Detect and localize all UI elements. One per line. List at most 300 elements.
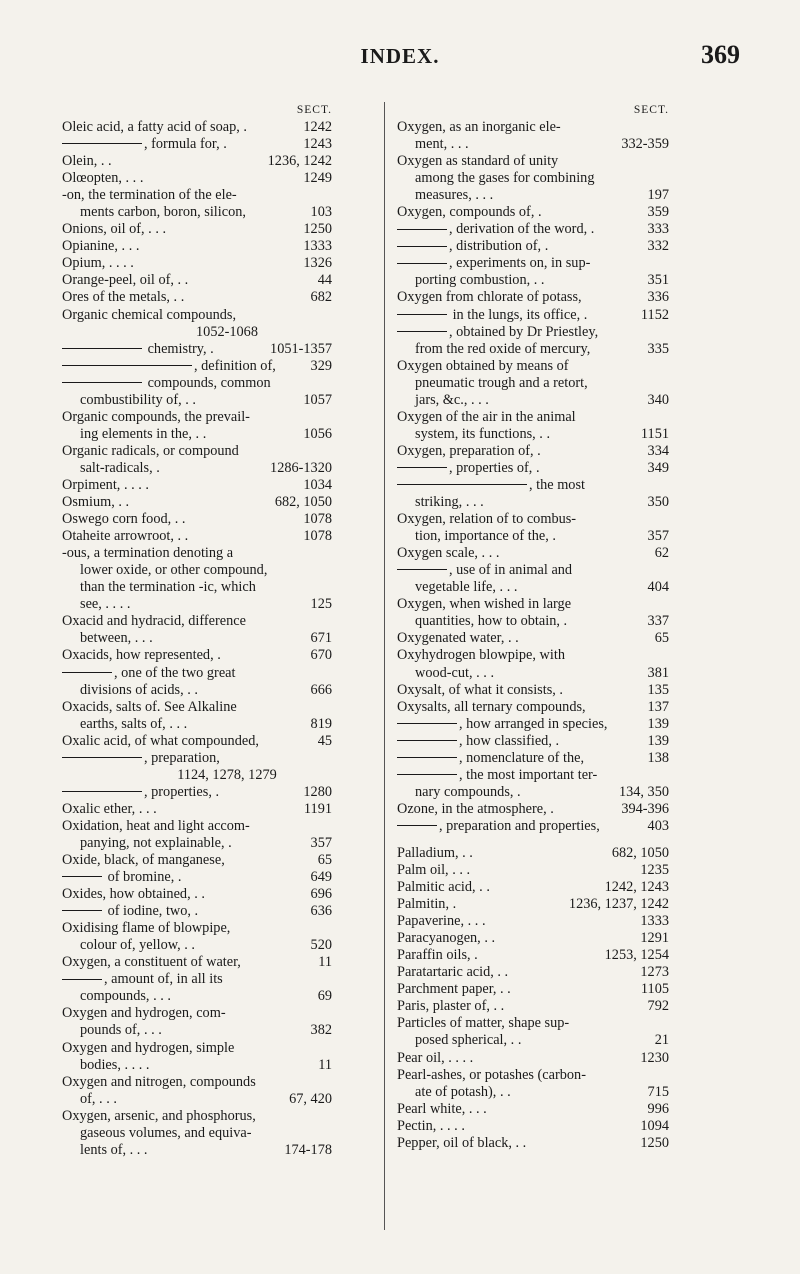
index-entry — [397, 862, 669, 879]
index-entry — [397, 375, 669, 392]
index-entry — [397, 1050, 669, 1067]
index-entry — [62, 869, 332, 886]
entry-label: Ores of the metals, . . — [62, 289, 185, 306]
entry-label: Oxyhydrogen blowpipe, with — [397, 647, 565, 664]
entry-text — [62, 596, 307, 613]
ditto-dash — [397, 723, 457, 724]
entry-label: jars, &c., . . . — [415, 391, 489, 408]
ditto-dash — [397, 774, 457, 775]
index-entry — [397, 682, 669, 699]
entry-label: Organic chemical compounds, — [62, 306, 237, 323]
entry-ref: 332 — [647, 238, 669, 255]
entry-text — [397, 289, 644, 306]
index-entry — [62, 255, 332, 272]
entry-ref: 1236, 1242 — [267, 153, 332, 170]
entry-ref: 44 — [317, 272, 332, 289]
entry-text — [397, 511, 665, 528]
entry-text — [62, 528, 299, 545]
entry-text — [397, 528, 644, 545]
entry-text — [397, 170, 665, 187]
entry-label: , preparation, — [144, 749, 220, 766]
entry-ref: 1235 — [640, 862, 669, 879]
entry-ref: 1056 — [303, 425, 332, 442]
entry-label: , obtained by Dr Priestley, — [449, 323, 599, 340]
index-entry — [62, 1040, 332, 1057]
index-entry — [62, 903, 332, 920]
entry-ref: 671 — [310, 630, 332, 647]
entry-text — [397, 750, 644, 767]
entry-ref: 1057 — [303, 391, 332, 408]
entry-ref: 69 — [317, 988, 332, 1005]
entry-ref: 1078 — [303, 528, 332, 545]
entry-text — [397, 981, 637, 998]
index-entry — [397, 409, 669, 426]
entry-label: Oxygen and hydrogen, simple — [62, 1039, 235, 1056]
entry-text — [397, 1118, 636, 1135]
entry-text — [397, 1135, 636, 1152]
entry-label: Oxygen, relation of to combus- — [397, 511, 577, 528]
index-entry — [62, 511, 332, 528]
index-entry — [62, 358, 332, 375]
entry-label: combustibility of, . . — [80, 391, 196, 408]
index-entry — [397, 204, 669, 221]
index-lines-left — [62, 119, 332, 1159]
index-entry — [62, 409, 332, 426]
ditto-dash — [397, 569, 447, 570]
entry-ref: 359 — [647, 204, 669, 221]
entry-label: Oxygen, compounds of, . — [397, 204, 542, 221]
entry-text — [62, 460, 266, 477]
entry-label: Oxacids, salts of. See Alkaline — [62, 698, 237, 715]
entry-text — [62, 119, 299, 136]
entry-label: Osmium, . . — [62, 494, 130, 511]
entry-label: Oxygen and nitrogen, compounds — [62, 1073, 256, 1090]
entry-text — [62, 716, 307, 733]
index-entry — [397, 750, 669, 767]
index-entry — [62, 460, 332, 477]
index-entry — [397, 494, 669, 511]
entry-label: from the red oxide of mercury, — [415, 340, 591, 357]
ditto-dash — [397, 484, 527, 485]
index-entry — [62, 630, 332, 647]
entry-text — [397, 324, 665, 341]
entry-ref: 1280 — [303, 783, 332, 800]
ditto-dash — [62, 672, 112, 673]
entry-text — [62, 204, 307, 221]
index-entry — [397, 630, 669, 647]
entry-ref: 336 — [647, 289, 669, 306]
index-entry — [62, 1091, 332, 1108]
entry-ref: 1333 — [640, 913, 669, 930]
page-number: 369 — [701, 40, 740, 69]
entry-text — [397, 409, 665, 426]
entry-label: , use of in animal and — [449, 562, 573, 579]
entry-label: , distribution of, . — [449, 238, 549, 255]
entry-ref: 1236, 1237, 1242 — [568, 896, 669, 913]
entry-text — [397, 879, 601, 896]
entry-label: , preparation and properties, — [439, 817, 600, 834]
entry-label: Opium, . . . . — [62, 255, 134, 272]
entry-ref: 21 — [654, 1032, 669, 1049]
entry-text — [62, 954, 314, 971]
entry-text — [62, 255, 299, 272]
entry-label: Otaheite arrowroot, . . — [62, 528, 189, 545]
entry-label: of iodine, two, . — [104, 903, 199, 920]
entry-label: compounds, common — [144, 374, 271, 391]
entry-label: striking, . . . — [415, 494, 484, 511]
ditto-dash — [62, 757, 142, 758]
entry-label: salt-radicals, . — [80, 459, 160, 476]
entry-label: Paratartaric acid, . . — [397, 964, 509, 981]
index-entry — [397, 1067, 669, 1084]
entry-label: of bromine, . — [104, 869, 182, 886]
entry-ref: 139 — [647, 715, 669, 732]
entry-ref: 65 — [317, 852, 332, 869]
index-entry — [62, 1125, 332, 1142]
entry-ref: 333 — [647, 221, 669, 238]
entry-label: Pear oil, . . . . — [397, 1049, 474, 1066]
index-entry — [62, 767, 332, 784]
index-entry — [62, 920, 332, 937]
index-entry — [397, 562, 669, 579]
index-entry — [397, 767, 669, 784]
index-entry — [62, 545, 332, 562]
entry-label: ate of potash), . . — [415, 1083, 511, 1100]
entry-label: Olœopten, . . . — [62, 170, 144, 187]
entry-ref: 11 — [318, 1056, 332, 1073]
entry-label: Oxacids, how represented, . — [62, 647, 221, 664]
entry-text — [397, 272, 644, 289]
entry-text — [397, 460, 644, 477]
ditto-dash — [62, 979, 102, 980]
entry-text — [397, 136, 617, 153]
entry-label: lents of, . . . — [80, 1141, 148, 1158]
index-entry — [62, 307, 332, 324]
index-entry — [397, 947, 669, 964]
index-entry — [397, 238, 669, 255]
entry-label: lower oxide, or other compound, — [80, 562, 268, 579]
entry-label: tion, importance of the, . — [415, 528, 556, 545]
entry-label: Ozone, in the atmosphere, . — [397, 800, 554, 817]
index-entry — [397, 221, 669, 238]
entry-text — [62, 1125, 328, 1142]
entry-label: -ous, a termination denoting a — [62, 545, 234, 562]
entry-label: colour of, yellow, . . — [80, 937, 196, 954]
index-entry — [62, 579, 332, 596]
entry-ref: 404 — [647, 579, 669, 596]
index-entry — [62, 272, 332, 289]
entry-label: gaseous volumes, and equiva- — [80, 1124, 252, 1141]
entry-text — [397, 238, 644, 255]
entry-text — [397, 964, 636, 981]
index-entry — [397, 426, 669, 443]
index-entry — [62, 750, 332, 767]
entry-label: Papaverine, . . . — [397, 913, 486, 930]
entry-text — [397, 913, 636, 930]
entry-text — [397, 1015, 665, 1032]
entry-ref: 337 — [647, 613, 669, 630]
ditto-dash — [397, 246, 447, 247]
entry-ref: 520 — [310, 937, 332, 954]
entry-label: Parchment paper, . . — [397, 981, 511, 998]
entry-text — [62, 937, 307, 954]
entry-text — [397, 733, 644, 750]
entry-label: , how classified, . — [459, 732, 560, 749]
entry-text — [62, 665, 328, 682]
index-entry — [397, 153, 669, 170]
entry-label: -on, the termination of the ele- — [62, 187, 237, 204]
entry-label: , derivation of the word, . — [449, 221, 595, 238]
index-entry — [62, 1108, 332, 1125]
entry-text — [397, 545, 651, 562]
entry-text — [397, 307, 637, 324]
index-entry — [62, 801, 332, 818]
entry-label: in the lungs, its office, . — [449, 306, 588, 323]
entry-label: , definition of, — [194, 357, 276, 374]
entry-text — [62, 238, 299, 255]
entry-label: Palladium, . . — [397, 844, 473, 861]
index-entry — [62, 699, 332, 716]
entry-label: Orange-peel, oil of, . . — [62, 272, 189, 289]
entry-text — [62, 801, 300, 818]
page-header — [0, 36, 800, 76]
entry-ref: 1094 — [640, 1117, 669, 1134]
index-entry — [397, 170, 669, 187]
entry-text — [62, 511, 299, 528]
entry-text — [397, 682, 644, 699]
index-entry — [397, 716, 669, 733]
entry-text — [62, 1022, 307, 1039]
entry-label: , properties, . — [144, 783, 220, 800]
index-entry — [62, 238, 332, 255]
entry-ref: 11 — [318, 954, 332, 971]
entry-label: posed spherical, . . — [415, 1032, 522, 1049]
ditto-dash — [397, 740, 457, 741]
index-entry — [62, 494, 332, 511]
entry-label: , one of the two great — [114, 664, 236, 681]
entry-text — [62, 835, 307, 852]
entry-text — [62, 409, 328, 426]
index-entry — [397, 613, 669, 630]
entry-text — [62, 187, 328, 204]
index-entry — [397, 1084, 669, 1101]
index-column-right — [397, 102, 669, 1152]
entry-label: Oxygen scale, . . . — [397, 545, 500, 562]
entry-ref: 819 — [310, 715, 332, 732]
entry-label: system, its functions, . . — [415, 425, 551, 442]
entry-text — [62, 733, 314, 750]
entry-text — [62, 1005, 328, 1022]
entry-ref: 1326 — [303, 255, 332, 272]
index-entry — [62, 1057, 332, 1074]
entry-label: ment, . . . — [415, 136, 469, 153]
entry-label: Organic radicals, or compound — [62, 442, 239, 459]
entry-ref: 1333 — [303, 238, 332, 255]
entry-text — [62, 579, 328, 596]
entry-label: nary compounds, . — [415, 783, 521, 800]
entry-label: Pearl white, . . . — [397, 1100, 487, 1117]
index-entry — [397, 998, 669, 1015]
index-entry — [397, 845, 669, 862]
entry-ref: 682, 1050 — [611, 844, 669, 861]
entry-text — [397, 255, 665, 272]
index-entry — [62, 716, 332, 733]
ditto-dash — [397, 467, 447, 468]
entry-label: among the gases for combining — [415, 170, 595, 187]
entry-ref: 137 — [647, 698, 669, 715]
entry-text — [62, 1040, 328, 1057]
index-entry — [62, 613, 332, 630]
entry-label: Oxygen from chlorate of potass, — [397, 289, 582, 306]
entry-label: Oxacid and hydracid, difference — [62, 613, 246, 630]
index-entry — [397, 528, 669, 545]
index-entry — [397, 443, 669, 460]
entry-text — [397, 896, 565, 913]
entry-label: Palmitin, . — [397, 896, 457, 913]
entry-label: Oxygenated water, . . — [397, 630, 519, 647]
entry-text — [397, 998, 644, 1015]
entry-ref: 1291 — [640, 930, 669, 947]
entry-label: quantities, how to obtain, . — [415, 613, 568, 630]
index-entry — [397, 665, 669, 682]
ditto-dash — [62, 348, 142, 349]
entry-ref: 666 — [310, 681, 332, 698]
entry-label: Particles of matter, shape sup- — [397, 1015, 570, 1032]
entry-text — [62, 1091, 285, 1108]
index-entry — [62, 682, 332, 699]
entry-label: Onions, oil of, . . . — [62, 221, 167, 238]
entry-label: wood-cut, . . . — [415, 664, 495, 681]
entry-ref: 329 — [310, 357, 332, 374]
entry-label: , properties of, . — [449, 459, 540, 476]
index-entry — [397, 1032, 669, 1049]
entry-label: Oxygen, preparation of, . — [397, 442, 541, 459]
entry-label: ing elements in the, . . — [80, 425, 207, 442]
sect-label: SECT. — [296, 104, 332, 116]
entry-ref: 1052-1068 — [196, 323, 258, 340]
entry-ref: 65 — [654, 630, 669, 647]
entry-ref: 125 — [310, 596, 332, 613]
entry-text — [62, 886, 307, 903]
entry-text — [62, 562, 328, 579]
entry-text — [62, 1074, 328, 1091]
entry-label: Oxygen, as an inorganic ele- — [397, 119, 561, 135]
entry-text — [397, 596, 665, 613]
entry-text — [397, 443, 644, 460]
entry-ref: 792 — [647, 998, 669, 1015]
index-entry — [62, 153, 332, 170]
entry-label: Oxalic ether, . . . — [62, 800, 157, 817]
entry-ref: 996 — [647, 1100, 669, 1117]
entry-text — [397, 630, 651, 647]
entry-label: Oxygen as standard of unity — [397, 153, 559, 170]
index-entry — [397, 545, 669, 562]
entry-text — [397, 119, 665, 136]
index-entry — [62, 562, 332, 579]
entry-text — [62, 971, 328, 988]
entry-label: Oleic acid, a fatty acid of soap, . — [62, 119, 247, 135]
index-entry — [62, 954, 332, 971]
entry-label: Oxysalt, of what it consists, . — [397, 681, 563, 698]
entry-text — [397, 375, 665, 392]
entry-label: Oxygen, when wished in large — [397, 596, 572, 613]
entry-label: ments carbon, boron, silicon, — [80, 204, 246, 221]
entry-ref: 1286-1320 — [270, 459, 332, 476]
entry-label: than the termination -ic, which — [80, 579, 256, 596]
entry-ref: 1034 — [303, 476, 332, 493]
entry-ref: 350 — [647, 494, 669, 511]
entry-text — [397, 221, 644, 238]
entry-text — [62, 613, 328, 630]
index-entry — [397, 896, 669, 913]
index-entry — [62, 647, 332, 664]
entry-ref: 1243 — [303, 136, 332, 153]
entry-ref: 381 — [647, 664, 669, 681]
entry-text — [62, 545, 328, 562]
entry-text — [397, 153, 665, 170]
entry-ref: 1253, 1254 — [604, 947, 669, 964]
index-entry — [62, 596, 332, 613]
entry-text — [62, 647, 307, 664]
entry-ref: 1250 — [303, 221, 332, 238]
entry-ref: 1151 — [640, 425, 669, 442]
entry-text — [397, 862, 636, 879]
entry-label: Paracyanogen, . . — [397, 930, 496, 947]
index-entry — [62, 818, 332, 835]
entry-text — [62, 477, 299, 494]
entry-ref: 715 — [647, 1083, 669, 1100]
entry-text — [397, 647, 665, 664]
entry-ref: 62 — [654, 545, 669, 562]
entry-text — [62, 426, 299, 443]
entry-label: panying, not explainable, . — [80, 834, 232, 851]
entry-label: Palm oil, . . . — [397, 862, 471, 879]
index-entry — [397, 119, 669, 136]
index-lines-right — [397, 119, 669, 1152]
entry-ref: 649 — [310, 869, 332, 886]
entry-label: Pepper, oil of black, . . — [397, 1134, 527, 1151]
entry-text — [62, 221, 299, 238]
entry-label: , amount of, in all its — [104, 971, 223, 988]
entry-ref: 1124, 1278, 1279 — [177, 766, 277, 783]
entry-ref: 197 — [647, 187, 669, 204]
index-entry — [62, 852, 332, 869]
index-entry — [62, 886, 332, 903]
index-entry — [397, 307, 669, 324]
index-entry — [62, 221, 332, 238]
index-entry — [397, 801, 669, 818]
entry-text — [397, 947, 601, 964]
entry-text — [397, 784, 615, 801]
entry-text — [62, 784, 299, 801]
entry-text — [62, 1142, 280, 1159]
index-entry — [62, 1074, 332, 1091]
entry-text — [62, 392, 299, 409]
entry-label: pounds of, . . . — [80, 1022, 162, 1039]
entry-ref: 1230 — [640, 1049, 669, 1066]
index-entry — [397, 818, 669, 835]
entry-label: Oxides, how obtained, . . — [62, 886, 205, 903]
ditto-dash — [397, 825, 437, 826]
ditto-dash — [397, 229, 447, 230]
ditto-dash — [397, 263, 447, 264]
ditto-dash — [397, 757, 457, 758]
entry-ref: 174-178 — [284, 1141, 332, 1158]
index-entry — [62, 1142, 332, 1159]
ditto-dash — [62, 791, 142, 792]
index-entry — [397, 596, 669, 613]
entry-text — [397, 341, 644, 358]
